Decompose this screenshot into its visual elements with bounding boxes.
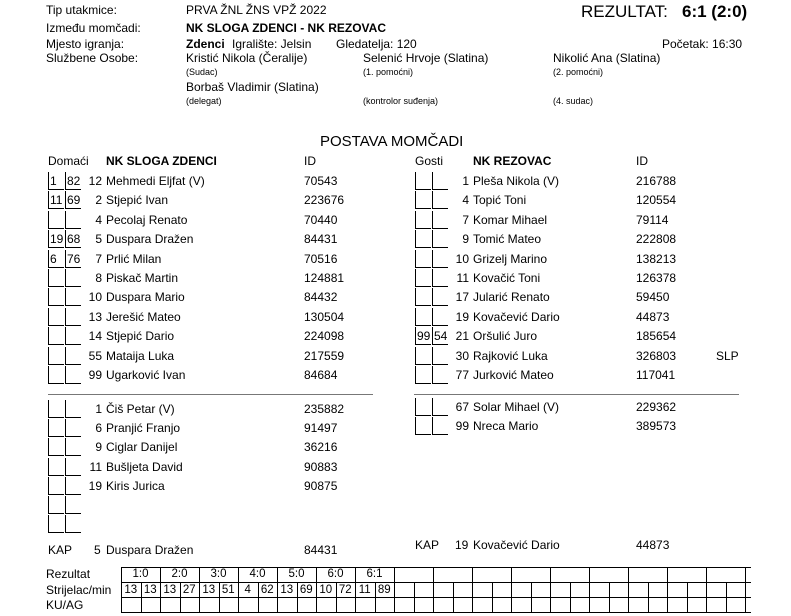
player-name: Jularić Renato (473, 290, 550, 305)
player-number: 14 (88, 329, 102, 344)
player-id: 216788 (636, 174, 677, 188)
official-role: (1. pomoćni) (363, 67, 414, 77)
minute-box (48, 327, 64, 345)
player-name: Prlić Milan (106, 251, 162, 266)
player-id: 36216 (304, 440, 338, 455)
home-team-name: NK SLOGA ZDENCI (106, 154, 217, 168)
official-name: Nikolić Ana (Slatina) (553, 51, 661, 65)
grid-line (121, 612, 751, 613)
grid-line (726, 582, 727, 612)
player-id: 126378 (636, 271, 677, 285)
minute-box (48, 477, 64, 495)
official-role: (Sudac) (186, 67, 218, 77)
home-divider (48, 394, 373, 395)
minute-box: 69 (67, 193, 81, 208)
player-number: 4 (462, 193, 469, 208)
minute-box (48, 288, 64, 306)
player-name: Stjepić Dario (106, 329, 175, 344)
minute-box (48, 400, 64, 418)
player-name: Piskač Martin (106, 271, 179, 285)
minute-box: 54 (434, 329, 448, 344)
player-number: 8 (95, 271, 102, 285)
player-number: 19 (455, 309, 469, 324)
player-name: Pleša Nikola (V) (473, 174, 560, 188)
player-id: 90875 (304, 478, 338, 493)
player-name: Komar Mihael (473, 212, 548, 227)
grid-line (511, 567, 512, 612)
venue-label: Mjesto igranja: (46, 37, 125, 51)
player-name: Oršulić Juro (473, 329, 538, 344)
venue-value: Zdenci (186, 37, 225, 51)
home-side-label: Domaći (48, 154, 89, 168)
home-captain-number: 5 (94, 543, 101, 557)
player-id: 84431 (304, 232, 338, 247)
player-name: Rajković Luka (473, 348, 548, 363)
player-id: 79114 (636, 212, 669, 227)
player-number: 4 (95, 212, 102, 227)
away-captain-number: 19 (455, 538, 469, 552)
start-time: Početak: 16:30 (662, 37, 743, 51)
minute-box (65, 496, 81, 514)
match-type-value: PRVA ŽNL ŽNS VPŽ 2022 (186, 3, 327, 17)
grid-line (121, 597, 751, 598)
grid-line (453, 582, 454, 612)
player-name: Pecolaj Renato (106, 212, 188, 227)
player-number: 12 (88, 174, 102, 188)
player-number: 7 (95, 251, 102, 266)
player-name: Grizelj Marino (473, 251, 548, 266)
player-id: 223676 (304, 193, 345, 208)
minute-box (415, 250, 431, 268)
minute-box (48, 438, 64, 456)
grid-line (472, 567, 473, 612)
scorer-number-cell: 4 (244, 584, 251, 596)
player-number: 21 (455, 329, 469, 344)
result-cell: 6:0 (327, 568, 344, 580)
player-name: Duspara Dražen (106, 232, 194, 247)
player-id: 217559 (304, 348, 345, 363)
minute-box (415, 347, 431, 365)
player-name: Jerešić Mateo (106, 309, 181, 324)
ku-ag-row-label: KU/AG (46, 598, 84, 612)
scorer-minute-cell: 72 (338, 584, 352, 596)
home-id-header: ID (304, 154, 316, 168)
scorer-minute-cell: 69 (299, 584, 313, 596)
grid-line (570, 582, 571, 612)
player-id: 91497 (304, 421, 338, 436)
player-number: 30 (455, 348, 469, 363)
result-cell: 4:0 (249, 568, 266, 580)
player-name: Bušljeta David (106, 459, 183, 474)
result-cell: 5:0 (288, 568, 305, 580)
result-cell: 6:1 (366, 568, 383, 580)
grid-line (745, 567, 746, 612)
minute-box: 68 (67, 232, 81, 247)
player-name: Duspara Mario (106, 290, 185, 305)
player-id: 44873 (636, 309, 670, 324)
official-role: (delegat) (186, 96, 222, 106)
player-name: Topić Toni (473, 193, 527, 208)
result-cell: 1:0 (132, 568, 149, 580)
spectators-info: Gledatelja: 120 (336, 37, 417, 51)
teams-value: NK SLOGA ZDENCI - NK REZOVAC (186, 21, 386, 35)
player-id: 185654 (636, 329, 677, 344)
minute-box: 99 (417, 329, 431, 344)
player-id: 120554 (636, 193, 677, 208)
scorer-row-label: Strijelac/min (46, 583, 112, 597)
player-id: 124881 (304, 271, 345, 285)
scorer-number-cell: 10 (319, 584, 333, 596)
scorer-minute-cell: 13 (143, 584, 157, 596)
result-value: 6:1 (2:0) (682, 2, 748, 21)
player-number: 99 (88, 368, 102, 382)
player-name: Stjepić Ivan (106, 193, 169, 208)
away-side-label: Gosti (415, 154, 444, 168)
official-role: (kontrolor suđenja) (363, 96, 439, 106)
player-id: 59450 (636, 290, 670, 305)
player-number: 17 (455, 290, 469, 305)
home-captain-label: KAP (48, 543, 73, 557)
player-number: 55 (88, 348, 102, 363)
away-captain-id: 44873 (636, 538, 670, 552)
minute-box (415, 269, 431, 287)
scorer-minute-cell: 62 (260, 584, 274, 596)
player-name: Jurković Mateo (473, 368, 554, 382)
player-number: 10 (88, 290, 102, 305)
official-name: Kristić Nikola (Čeralije) (186, 51, 308, 65)
minute-box (48, 458, 64, 476)
minute-box (415, 211, 431, 229)
player-number: 67 (455, 400, 469, 414)
grid-line (394, 567, 395, 612)
player-name: Pranjić Franjo (106, 421, 181, 436)
grid-line (531, 582, 532, 612)
player-id: 235882 (304, 402, 345, 416)
player-number: 13 (88, 309, 102, 324)
grid-line (433, 567, 434, 612)
minute-box (48, 211, 64, 229)
player-id: 70440 (304, 212, 338, 227)
official-name: Borbaš Vladimir (Slatina) (186, 80, 319, 94)
minute-box (415, 308, 431, 326)
grid-line (589, 567, 590, 612)
player-number: 99 (455, 419, 469, 434)
player-status: SLP (716, 348, 739, 363)
grid-line (492, 582, 493, 612)
player-number: 6 (95, 421, 102, 436)
minute-box (415, 191, 431, 209)
player-id: 326803 (636, 348, 677, 363)
player-number: 2 (95, 193, 102, 208)
away-divider (414, 394, 739, 395)
player-id: 138213 (636, 251, 677, 266)
minute-box: 11 (50, 193, 63, 208)
minute-box: 82 (67, 174, 81, 188)
player-number: 1 (462, 174, 469, 188)
player-id: 117041 (636, 368, 676, 382)
official-role: (4. sudac) (553, 96, 594, 106)
player-number: 9 (462, 232, 469, 247)
minute-box: 19 (50, 232, 64, 247)
minute-box (65, 515, 81, 533)
player-number: 7 (462, 212, 469, 227)
official-role: (2. pomoćni) (553, 67, 604, 77)
player-number: 77 (455, 368, 469, 382)
scorer-number-cell: 13 (280, 584, 294, 596)
minute-box: 6 (48, 250, 64, 268)
player-number: 1 (95, 402, 102, 416)
minute-box (48, 269, 64, 287)
player-id: 224098 (304, 329, 345, 344)
pitch-info: Igralište: Jelsin (232, 37, 312, 51)
official-name: Selenić Hrvoje (Slatina) (363, 51, 489, 65)
player-number: 11 (89, 459, 102, 474)
officials-label: Službene Osobe: (46, 51, 139, 65)
result-label: REZULTAT: (581, 2, 668, 21)
grid-line (687, 582, 688, 612)
scorer-number-cell: 13 (202, 584, 216, 596)
player-id: 70543 (304, 174, 338, 188)
grid-line (609, 582, 610, 612)
match-type-label: Tip utakmice: (46, 3, 117, 17)
minute-box (415, 417, 431, 435)
player-number: 11 (456, 271, 469, 285)
scorer-minute-cell: 51 (221, 584, 235, 596)
player-name: Mehmedi Eljfat (V) (106, 174, 205, 188)
minute-box (415, 366, 431, 384)
player-number: 10 (455, 251, 469, 266)
result-cell: 2:0 (171, 568, 188, 580)
player-name: Tomić Mateo (473, 232, 542, 247)
player-id: 389573 (636, 419, 677, 434)
grid-line (550, 567, 551, 612)
grid-line (648, 582, 649, 612)
player-name: Ciglar Danijel (106, 440, 178, 455)
minute-box (48, 515, 64, 533)
player-id: 70516 (304, 251, 338, 266)
player-name: Kovačić Toni (473, 271, 541, 285)
scorer-minute-cell: 27 (182, 584, 196, 596)
player-name: Solar Mihael (V) (473, 400, 560, 414)
away-captain-label: KAP (415, 538, 440, 552)
lineup-title: POSTAVA MOMČADI (320, 133, 464, 150)
away-team-name: NK REZOVAC (473, 154, 552, 168)
player-name: Mataija Luka (106, 348, 175, 363)
grid-line (628, 567, 629, 612)
player-number: 5 (95, 232, 102, 247)
minute-box (48, 419, 64, 437)
home-captain-name: Duspara Dražen (106, 543, 194, 557)
player-id: 90883 (304, 459, 338, 474)
teams-label: Između momčadi: (46, 21, 141, 35)
grid-line (667, 567, 668, 612)
home-captain-id: 84431 (304, 543, 338, 557)
minute-box (415, 288, 431, 306)
minute-box (48, 308, 64, 326)
player-name: Čiš Petar (V) (106, 402, 175, 416)
result-row-label: Rezultat (46, 567, 91, 581)
player-name: Nreca Mario (473, 419, 539, 434)
player-number: 19 (88, 478, 102, 493)
minute-box (48, 496, 64, 514)
grid-line (706, 567, 707, 612)
scorer-number-cell: 11 (358, 584, 371, 596)
grid-line (414, 582, 415, 612)
minute-box (48, 366, 64, 384)
minute-box (415, 230, 431, 248)
player-name: Kovačević Dario (473, 309, 560, 324)
scorer-number-cell: 13 (163, 584, 177, 596)
minute-box: 1 (48, 172, 64, 190)
away-captain-name: Kovačević Dario (473, 538, 560, 552)
minute-box: 76 (67, 251, 81, 266)
player-name: Ugarković Ivan (106, 368, 186, 382)
player-id: 130504 (304, 309, 345, 324)
minute-box (415, 398, 431, 416)
player-name: Kiris Jurica (106, 478, 165, 493)
player-id: 84432 (304, 290, 338, 305)
away-id-header: ID (636, 154, 648, 168)
player-id: 229362 (636, 400, 677, 414)
player-number: 9 (95, 440, 102, 455)
player-id: 84684 (304, 368, 338, 382)
scorer-number-cell: 13 (124, 584, 138, 596)
player-id: 222808 (636, 232, 677, 247)
scorer-minute-cell: 89 (377, 584, 391, 596)
result-cell: 3:0 (210, 568, 227, 580)
minute-box (415, 172, 431, 190)
minute-box (48, 347, 64, 365)
